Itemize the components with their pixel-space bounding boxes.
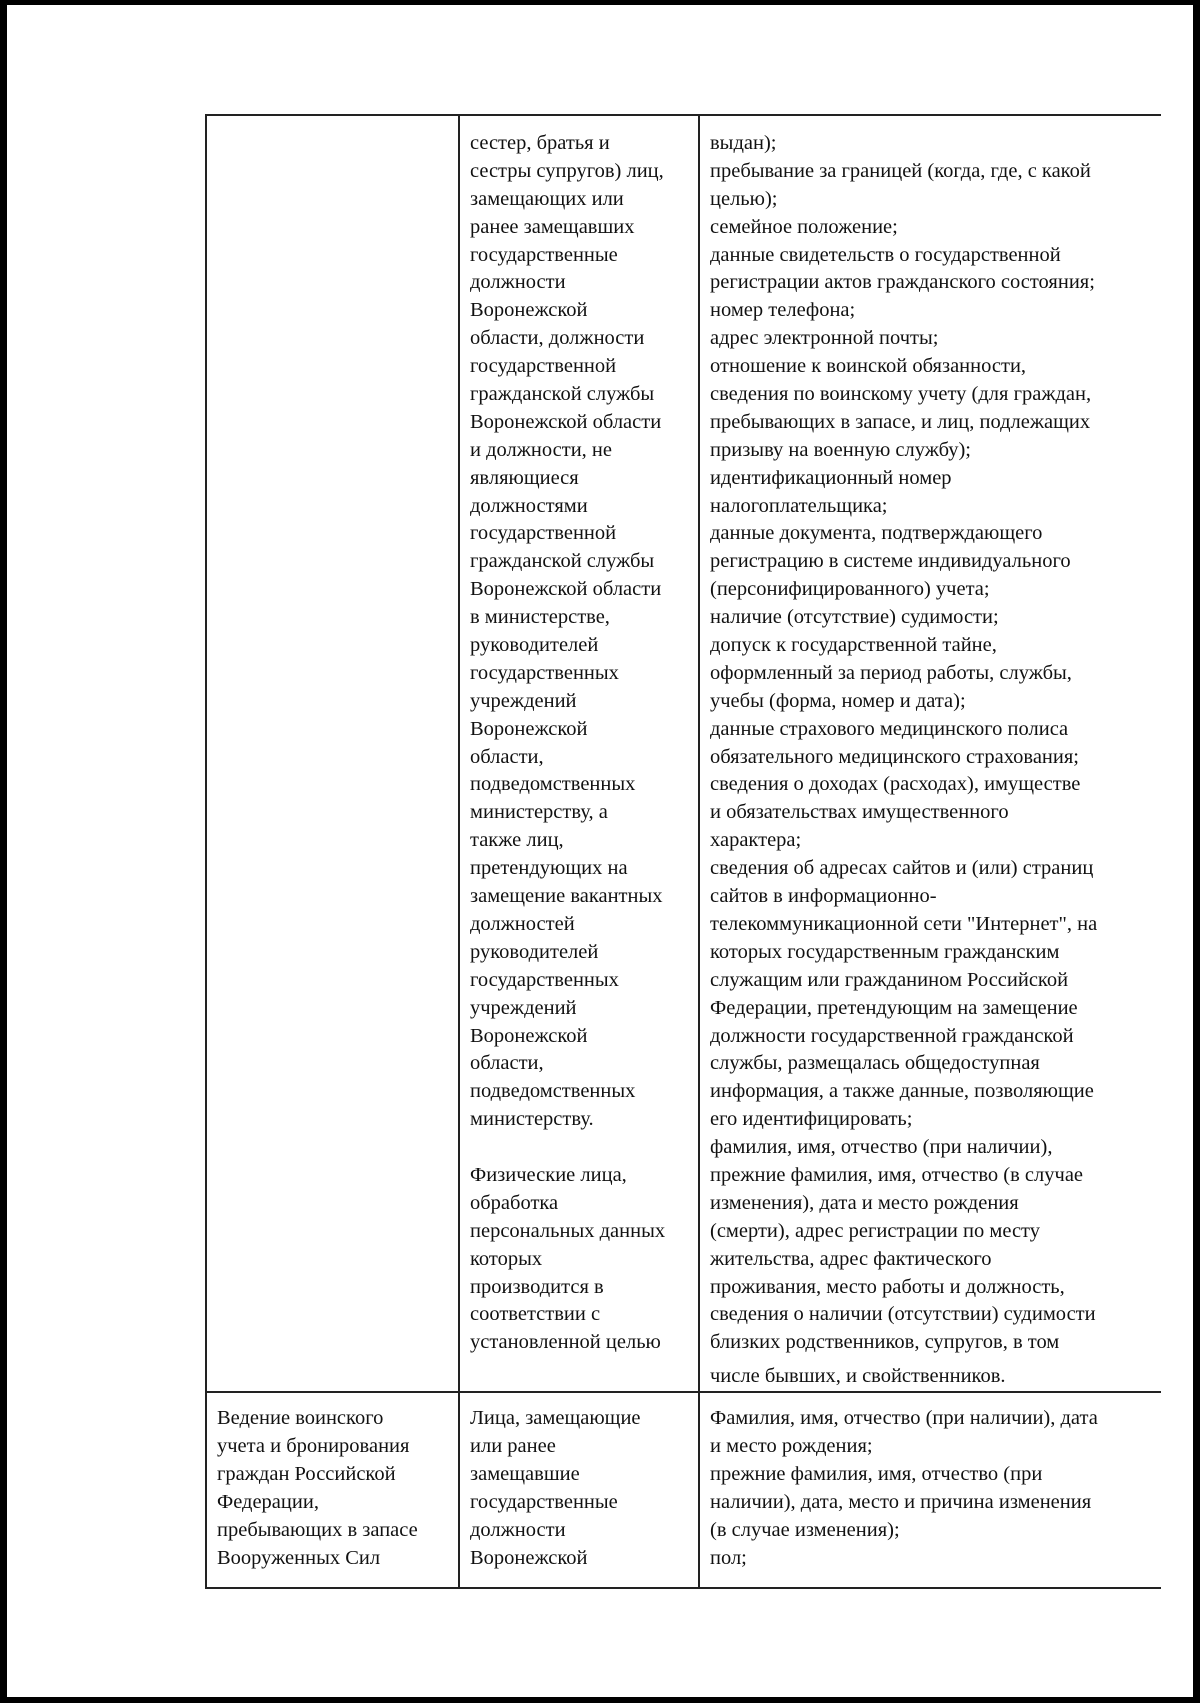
text-line: персональных данных: [470, 1219, 666, 1242]
text-line: Федерации,: [217, 1490, 319, 1513]
text-line: государственной: [470, 522, 617, 545]
purpose-text: [217, 1405, 458, 1572]
text-line: также лиц,: [470, 829, 564, 852]
text-line: Воронежской области: [470, 410, 662, 433]
purpose-cell: [206, 115, 459, 1392]
text-line: государственных: [470, 968, 619, 991]
text-line: сведения по воинскому учету (для граждан,: [710, 383, 1092, 406]
text-line: установленной целью: [470, 1331, 661, 1354]
data-categories-list: [710, 130, 1161, 1391]
text-line: данные страхового медицинского полиса: [710, 717, 1069, 740]
text-line: выдан);: [710, 132, 777, 154]
text-line: телекоммуникационной сети "Интернет", на: [710, 912, 1098, 935]
text-line: жительства, адрес фактического: [710, 1247, 992, 1270]
text-line: замещающих или: [470, 187, 624, 210]
text-line: прежние фамилия, имя, отчество (в случае: [710, 1163, 1084, 1186]
text-line: характера;: [710, 829, 802, 852]
text-line: сестры супругов) лиц,: [470, 159, 664, 182]
subjects-group-1: [470, 130, 698, 1134]
text-line: министерству.: [470, 1108, 594, 1131]
text-line: службы, размещалась общедоступная: [710, 1052, 1040, 1075]
text-line: обязательного медицинского страхования;: [710, 745, 1079, 768]
text-line: отношение к воинской обязанности,: [710, 355, 1027, 378]
table-row: [206, 115, 1161, 1392]
text-line: сведения о доходах (расходах), имуществе: [710, 773, 1081, 796]
text-line: в министерстве,: [470, 606, 610, 629]
scan-edge-right: [1193, 0, 1200, 1703]
text-line: сестер, братья и: [470, 132, 610, 154]
text-line: производится в: [470, 1275, 604, 1298]
text-line: государственных: [470, 661, 619, 684]
text-line: и должности, не: [470, 438, 612, 461]
text-line: (смерти), адрес регистрации по месту: [710, 1219, 1040, 1242]
data-categories-cell: [699, 115, 1161, 1392]
text-line: Ведение воинского: [217, 1407, 384, 1430]
text-line: прежние фамилия, имя, отчество (при: [710, 1462, 1043, 1485]
text-line: сведения об адресах сайтов и (или) страниц: [710, 857, 1094, 880]
text-line: подведомственных: [470, 1080, 636, 1103]
text-line: гражданской службы: [470, 550, 655, 573]
text-line: подведомственных: [470, 773, 636, 796]
text-line: идентификационный номер: [710, 466, 952, 489]
text-line: информация, а также данные, позволяющие: [710, 1080, 1094, 1103]
text-line: близких родственников, супругов, в том: [710, 1331, 1060, 1354]
text-line: министерству, а: [470, 801, 608, 824]
text-line: замещавшие: [470, 1462, 580, 1485]
text-line: Лица, замещающие: [470, 1407, 641, 1430]
text-line: призыву на военную службу);: [710, 438, 972, 461]
text-line: которых государственным гражданским: [710, 940, 1060, 963]
text-line: ранее замещавших: [470, 215, 635, 238]
text-line: сайтов в информационно-: [710, 885, 937, 908]
text-line: данные свидетельств о государственной: [710, 243, 1061, 266]
text-line: допуск к государственной тайне,: [710, 634, 997, 657]
text-line: претендующих на: [470, 857, 628, 880]
text-line: замещение вакантных: [470, 885, 663, 908]
purpose-cell: [206, 1392, 459, 1588]
text-line: обработка: [470, 1191, 559, 1214]
text-line: должностей: [470, 912, 575, 935]
text-line: пол;: [710, 1546, 747, 1569]
text-line: или ранее: [470, 1434, 556, 1457]
text-line: учебы (форма, номер и дата);: [710, 689, 966, 712]
text-line: Федерации, претендующим на замещение: [710, 996, 1078, 1019]
scan-edge-top: [0, 0, 1200, 5]
text-line: наличии), дата, место и причина изменения: [710, 1490, 1092, 1513]
text-line: Физические лица,: [470, 1163, 627, 1186]
text-line: Воронежской: [470, 1546, 588, 1569]
text-line: (в случае изменения);: [710, 1518, 900, 1541]
text-line: которых: [470, 1247, 543, 1270]
text-line: его идентифицировать;: [710, 1108, 913, 1131]
text-line: служащим или гражданином Российской: [710, 968, 1069, 991]
text-line: Воронежской: [470, 717, 588, 740]
text-line: Фамилия, имя, отчество (при наличии), дата: [710, 1407, 1098, 1430]
spacer: [470, 1134, 698, 1162]
text-line: Воронежской: [470, 1024, 588, 1047]
subjects-text: [470, 1405, 698, 1572]
text-line: должностями: [470, 494, 588, 517]
text-line: учреждений: [470, 996, 577, 1019]
text-line: государственные: [470, 1490, 618, 1513]
subjects-cell: [459, 1392, 699, 1588]
text-line: являющиеся: [470, 466, 579, 489]
text-line: руководителей: [470, 634, 599, 657]
text-line: граждан Российской: [217, 1462, 396, 1485]
personal-data-table: [205, 114, 1161, 1589]
text-line: изменения), дата и место рождения: [710, 1191, 1019, 1214]
text-line: фамилия, имя, отчество (при наличии),: [710, 1136, 1053, 1159]
text-line: учета и бронирования: [217, 1434, 410, 1457]
text-line: руководителей: [470, 940, 599, 963]
text-line: гражданской службы: [470, 383, 655, 406]
text-line: Воронежской: [470, 299, 588, 322]
data-categories-cell: [699, 1392, 1161, 1588]
text-line: регистрацию в системе индивидуального: [710, 550, 1071, 573]
text-line: государственной: [470, 355, 617, 378]
text-line: области, должности: [470, 327, 645, 350]
subjects-cell: [459, 115, 699, 1392]
text-line: числе бывших, и свойственников.: [710, 1365, 1006, 1388]
text-line: регистрации актов гражданского состояния;: [710, 271, 1095, 294]
text-line: номер телефона;: [710, 299, 856, 322]
text-line: области,: [470, 745, 544, 768]
text-line: должности: [470, 1518, 566, 1541]
data-categories-list: [710, 1405, 1161, 1572]
text-line: должности: [470, 271, 566, 294]
text-line: должности государственной гражданской: [710, 1024, 1074, 1047]
text-line: проживания, место работы и должность,: [710, 1275, 1065, 1298]
text-line: и место рождения;: [710, 1434, 873, 1457]
text-line: соответствии с: [470, 1303, 601, 1326]
text-line: пребывание за границей (когда, где, с какой: [710, 159, 1091, 182]
text-line: государственные: [470, 243, 618, 266]
text-line: Вооруженных Сил: [217, 1546, 381, 1569]
text-line: (персонифицированного) учета;: [710, 578, 990, 601]
subjects-group-2: [470, 1162, 698, 1357]
text-line: Воронежской области: [470, 578, 662, 601]
table-row: [206, 1392, 1161, 1588]
text-line: целью);: [710, 187, 778, 210]
text-line: и обязательствах имущественного: [710, 801, 1009, 824]
text-line: пребывающих в запасе: [217, 1518, 418, 1541]
text-line: данные документа, подтверждающего: [710, 522, 1043, 545]
text-line: адрес электронной почты;: [710, 327, 939, 350]
scan-edge-bottom: [0, 1697, 1200, 1703]
text-line: пребывающих в запасе, и лиц, подлежащих: [710, 410, 1091, 433]
text-line: семейное положение;: [710, 215, 898, 238]
text-line: сведения о наличии (отсутствии) судимости: [710, 1303, 1096, 1326]
text-line: налогоплательщика;: [710, 494, 888, 517]
text-line: учреждений: [470, 689, 577, 712]
text-line: области,: [470, 1052, 544, 1075]
text-line: наличие (отсутствие) судимости;: [710, 606, 999, 629]
scan-edge-left: [0, 0, 7, 1703]
text-line: оформленный за период работы, службы,: [710, 661, 1072, 684]
